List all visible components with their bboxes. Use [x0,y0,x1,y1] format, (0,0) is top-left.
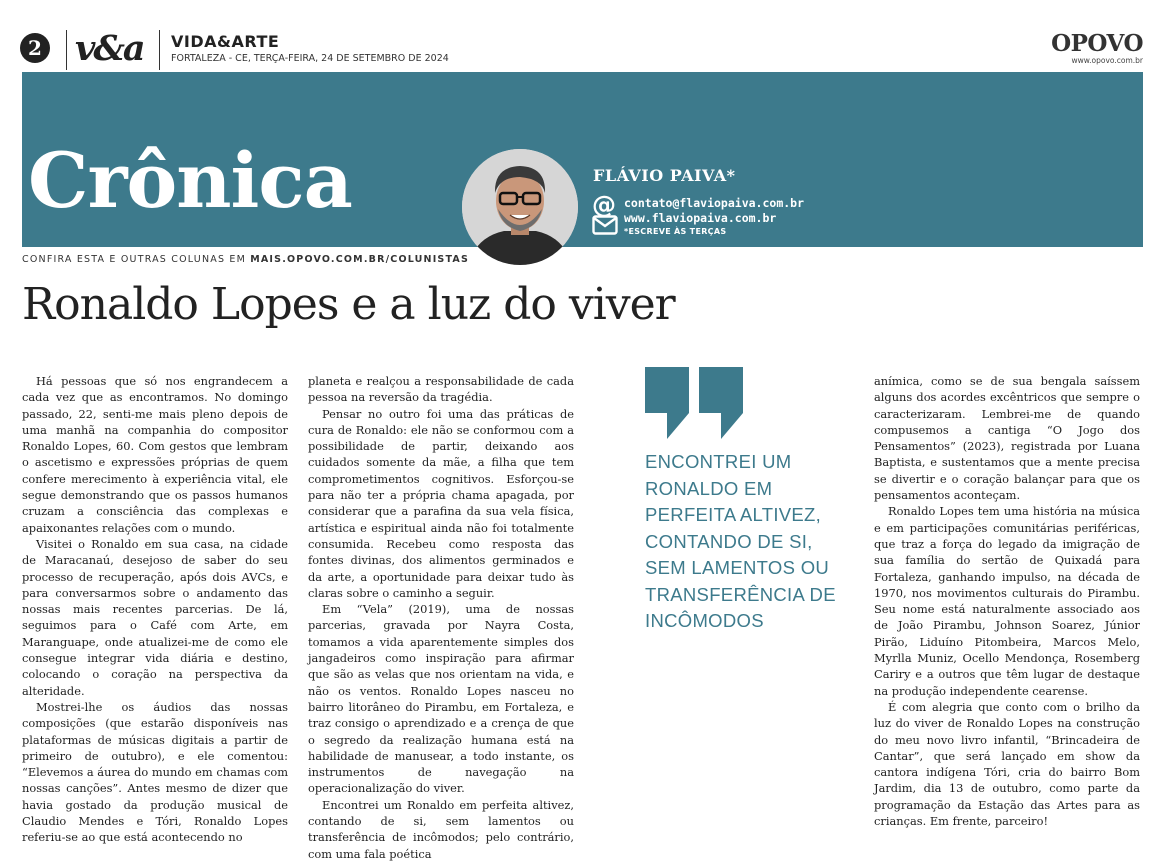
author-email[interactable]: contato@flaviopaiva.com.br [624,196,805,210]
columns-link-line [22,254,469,265]
paragraph: Visitei o Ronaldo em sua casa, na cidade de Maracanaú, desejoso de saber do seu processo de recuperação, após dois AVCs, e para conversarmos sobre o andamento das nossas mais recentes parcerias. De lá, seguimos para o Café com Arte, em Maranguape, onde atualizei-me de como ele consegue integrar vida diária e destino, colocando o coração na perspectiva da alteridade. [22,536,288,698]
paragraph: Encontrei um Ronaldo em perfeita altivez, contando de si, sem lamentos ou transferência de incômodos; pelo contrário, com uma fala poética [308,797,574,861]
paragraph: Mostrei-lhe os áudios das nossas composições (que estarão disponíveis nas plataformas de músicas digitais a partir de primeiro de outubro), e ele comentou: “Elevemos a áurea do mundo em chamas com nossas canções”. Antes mesmo de dizer que havia gostado da produção musical de Claudio Mendes e Tóri, Ronaldo Lopes referiu-se ao que está acontecendo no [22,699,288,845]
article-column-1 [22,373,288,846]
dateline: FORTALEZA - CE, TERÇA-FEIRA, 24 DE SETEMBRO DE 2024 [171,53,449,64]
brand-logo: OPOVO [1051,30,1143,57]
author-name: FLÁVIO PAIVA* [593,166,736,185]
header-divider [159,30,160,70]
paragraph: É com alegria que conto com o brilho da luz do viver de Ronaldo Lopes na construção do meu novo livro infantil, “Brincadeira de Cantar”, que será lançado em show da cantora indígena Tóri, cria do bairro Bom Jardim, dia 13 de outubro, como parte da programação da Estação das Artes para as crianças. Em frente, parceiro! [874,699,1140,829]
section-title: VIDA&ARTE [171,32,280,51]
header-divider [66,30,67,70]
section-logo: v&a [75,28,144,69]
article-column-2 [308,373,574,862]
paragraph: Há pessoas que só nos engrandecem a cada vez que as encontramos. No domingo passado, 22, senti-me mais pleno depois de uma manhã na companhia do compositor Ronaldo Lopes, 60. Com gestos que lembram o ascetismo e expressões próprias de quem confere merecimento à experiência vital, ele segue demonstrando que os passos humanos cruzam a consciência das complexas e apaixonantes relações com o mundo. [22,374,288,535]
paragraph: planeta e realçou a responsabilidade de cada pessoa na reversão da tragédia. [308,374,574,405]
page-number: 2 [20,33,50,63]
paragraph: Pensar no outro foi uma das práticas de cura de Ronaldo: ele não se conformou com a possibilidade de partir, deixando aos cuidados somente da mãe, a filha que tem comprometimentos cognitivos. Esforçou-se para não ter a própria chama apagada, por considerar que a parafina da sua vela física, artística e espiritual ainda não foi totalmente consumida. Recebeu como resposta das fontes divinas, dos alimentos germinados e da arte, a oportunidade para deixar tudo às claras sobre o caminho a seguir. [308,406,574,600]
paragraph: anímica, como se de sua bengala saíssem alguns dos acordes excêntricos que sempre o caracterizaram. Lembrei-me de quando compusemos a cantiga “O Jogo dos Pensamentos” (2023), registrada por Luana Baptista, e sustentamos que a mente precisa se divertir e o coração balançar para que os pensamentos aconteçam. [874,374,1140,503]
columns-link-prefix: CONFIRA ESTA E OUTRAS COLUNAS EM [22,254,251,265]
publishing-note: *ESCREVE ÀS TERÇAS [624,227,727,236]
headline: Ronaldo Lopes e a luz do viver [22,279,675,330]
paragraph: Em “Vela” (2019), uma de nossas parcerias, gravada por Nayra Costa, tomamos a vida aparentemente simples dos jangadeiros como inspiração para afirmar que são as velas que nos orientam na vida, e não os ventos. Ronaldo Lopes nasceu no bairro litorâneo do Pirambu, em Fortaleza, e traz consigo o aprendizado e a crença de que o segredo da realização humana está na habilidade de manusear, a todo instante, os instrumentos de navegação na operacionalização do viver. [308,602,574,796]
at-icon: @ [592,191,616,219]
author-portrait-icon [462,149,578,265]
envelope-icon [592,215,618,235]
author-website[interactable]: www.flaviopaiva.com.br [624,211,777,225]
columns-link[interactable]: MAIS.OPOVO.COM.BR/COLUNISTAS [250,254,470,265]
brand-url: www.opovo.com.br [1071,56,1143,65]
column-name: Crônica [28,136,352,225]
quote-marks-icon [645,367,745,441]
author-photo [462,149,578,265]
paragraph: Ronaldo Lopes tem uma história na música e em participações comunitárias periféricas, que traz a força do legado da imigração de sua família do sertão de Quixadá para Fortaleza, ganhando impulso, na década de 1970, nos movimentos culturais do Pirambu. Seu nome está naturalmente associado aos de João Pirambu, Johnson Soarez, Júnior Pirão, Liduíno Pitombeira, Marcos Melo, Myrlla Muniz, Ocello Mendonça, Rosemberg Cariry e a outros que têm lugar de destaque na produção independente cearense. [874,504,1140,698]
pull-quote: ENCONTREI UM RONALDO EM PERFEITA ALTIVEZ, CONTANDO DE SI, SEM LAMENTOS OU TRANSFERÊNCIA DE INCÔMODOS [645,451,836,631]
article-column-3 [874,373,1140,829]
